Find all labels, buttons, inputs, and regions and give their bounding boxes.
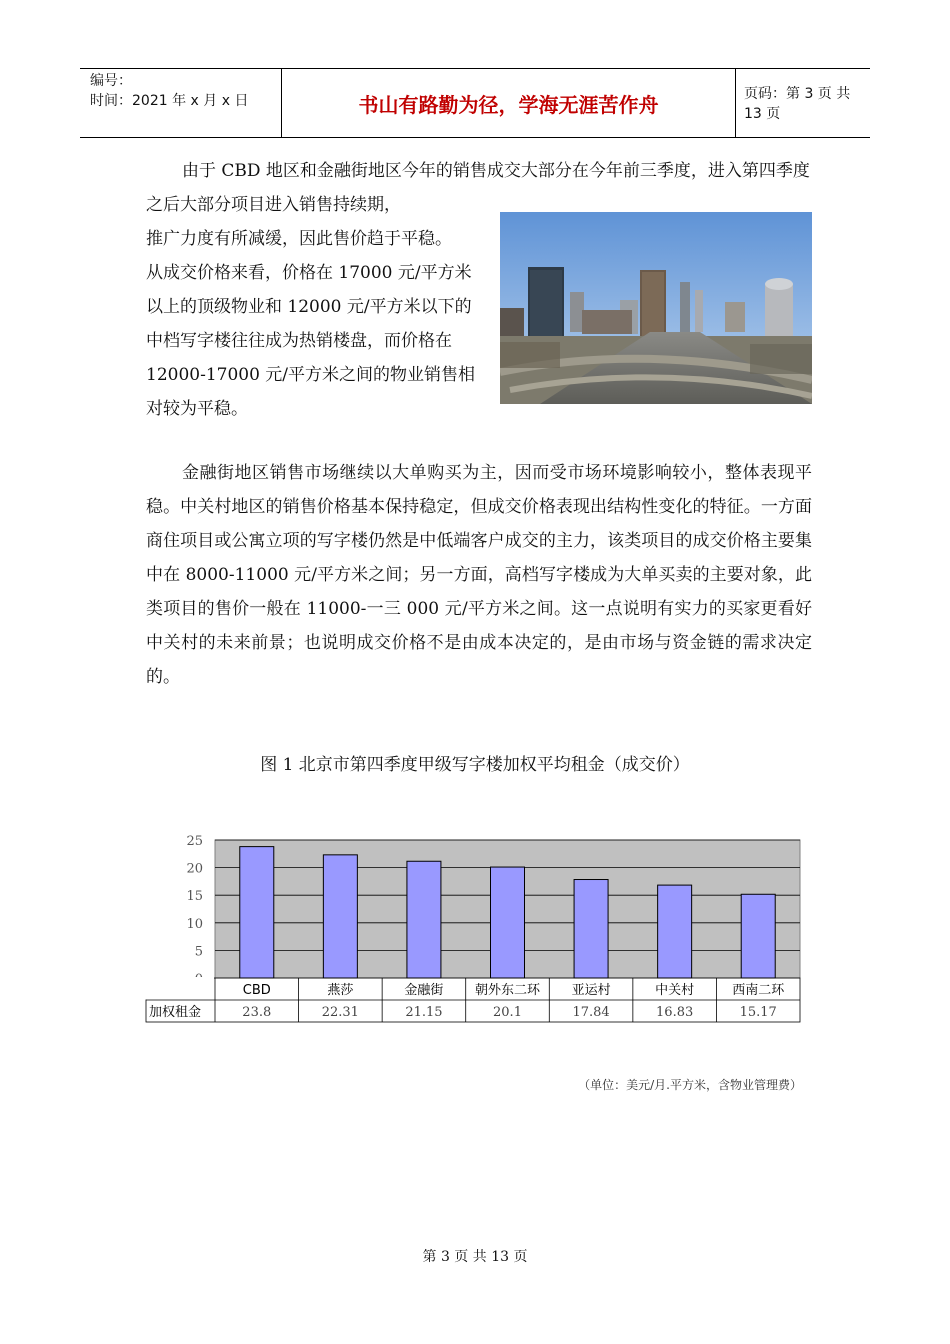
paragraph-line: 中档写字楼往往成为热销楼盘，而价格在 [146, 331, 452, 351]
category-label: 燕莎 [327, 983, 354, 998]
page-label: 页码：第 3 页 共 13 页 [744, 86, 851, 122]
code-label: 编号： [90, 73, 132, 89]
category-label: 亚运村 [571, 983, 611, 998]
city-skyline-photo [500, 212, 812, 404]
paragraph-2: 金融街地区销售市场继续以大单购买为主，因而受市场环境影响较小，整体表现平稳。中关村地区的销售价格基本保持稳定，但成交价格表现出结构性变化的特征。一方面商住项目或公寓立项的写字楼仍然是中低端客户成交的主力，该类项目的成交价格主要集中在 8000-11000 元/平方米之间；另一方面，高档写字楼成为大单买卖的主要对象，此类项目的售价一般在 11000-一三 000 元/平方米之间。这一点说明有实力的买家更看好中关村的未来前景；也说明成交价格不是由成本决定的，是由市场与资金链的需求决定的。 [146, 463, 812, 687]
category-label: 金融街 [404, 983, 444, 998]
skyline-illustration [500, 212, 812, 404]
data-value-label: 17.84 [572, 1005, 610, 1020]
bar [491, 867, 525, 978]
data-value-label: 20.1 [493, 1005, 522, 1020]
bar [574, 880, 608, 978]
data-value-label: 16.83 [656, 1005, 694, 1020]
y-tick-label: 20 [186, 861, 203, 877]
bar [658, 885, 692, 978]
data-value-label: 15.17 [739, 1005, 777, 1020]
motto: 书山有路勤为径，学海无涯苦作舟 [358, 92, 659, 117]
bar [323, 855, 357, 978]
figure-caption: 图 1 北京市第四季度甲级写字楼加权平均租金（成交价） [260, 755, 690, 775]
y-tick-label: 5 [194, 944, 203, 960]
paragraph-line: 12000-17000 元/平方米之间的物业销售相 [146, 365, 476, 385]
category-label: 朝外东二环 [474, 983, 541, 998]
y-tick-label: 25 [186, 834, 203, 849]
data-value-label: 21.15 [405, 1005, 443, 1020]
data-value-label: 23.8 [242, 1005, 272, 1020]
date-label: 时间：2021 年 x 月 x 日 [90, 93, 249, 109]
category-label: 西南二环 [732, 983, 785, 998]
bar [240, 847, 274, 978]
bar [407, 861, 441, 978]
category-label: CBD [242, 983, 271, 998]
paragraph-line: 以上的顶级物业和 12000 元/平方米以下的 [146, 297, 472, 317]
data-value-label: 22.31 [321, 1005, 359, 1020]
table-corner [145, 977, 214, 1000]
bar [741, 894, 775, 978]
header-motto-cell [282, 69, 736, 137]
y-tick-label: 10 [186, 916, 203, 932]
unit-note: （单位：美元/月.平方米，含物业管理费） [578, 1078, 802, 1092]
paragraph-line: 对较为平稳。 [146, 399, 248, 419]
y-tick-label: 15 [186, 889, 203, 905]
header-page-cell [736, 69, 870, 137]
document-header [80, 68, 870, 138]
paragraph-line: 从成交价格来看，价格在 17000 元/平方米 [146, 263, 472, 283]
paragraph-1-intro: 由于 CBD 地区和金融街地区今年的销售成交大部分在今年前三季度，进入第四季度之后大部分项目进入销售持续期， [146, 161, 810, 215]
rent-bar-chart [140, 820, 820, 1030]
paragraph-1-wrapped [146, 222, 508, 426]
header-meta [80, 69, 282, 137]
bar-chart-svg [140, 820, 820, 1030]
category-label: 中关村 [655, 983, 695, 998]
page-footer: 第 3 页 共 13 页 [422, 1249, 528, 1265]
paragraph-line: 推广力度有所减缓，因此售价趋于平稳。 [146, 229, 452, 249]
series-name-label: 加权租金 [149, 1005, 202, 1020]
